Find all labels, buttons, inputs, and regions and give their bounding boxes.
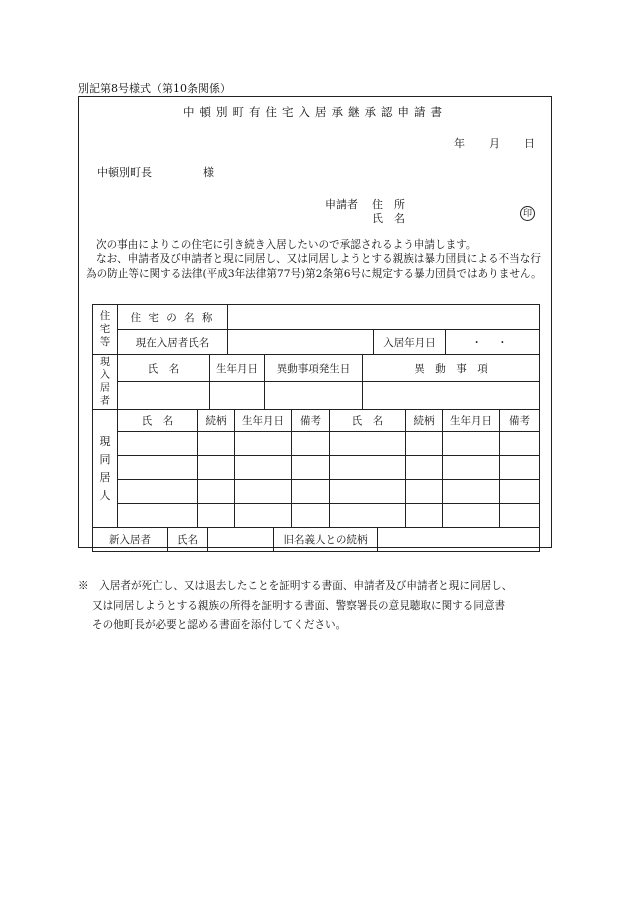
cohabitant-header-name: 氏 名 <box>118 410 198 432</box>
cohabitant-row <box>93 456 540 480</box>
cohabitant-cell[interactable] <box>406 432 443 456</box>
cohabitant-table <box>92 409 540 528</box>
cohabitant-cell[interactable] <box>330 456 406 480</box>
cohabitant-cell[interactable] <box>235 432 292 456</box>
cohabitant-cell[interactable] <box>330 504 406 528</box>
cohabitant-cell[interactable] <box>443 504 500 528</box>
resident-change-date-field[interactable] <box>265 382 363 410</box>
resident-header-change-date: 異動事項発生日 <box>265 355 363 382</box>
cohabitant-cell[interactable] <box>443 480 500 504</box>
cohabitant-cell[interactable] <box>443 432 500 456</box>
housing-name-field[interactable] <box>228 305 540 330</box>
cohabitant-cell[interactable] <box>500 456 540 480</box>
address-label: 住 所 <box>372 198 405 211</box>
cohabitant-cell[interactable] <box>235 456 292 480</box>
relation-to-old-field[interactable] <box>378 528 540 552</box>
resident-header-birthdate: 生年月日 <box>210 355 265 382</box>
cohabitant-cell[interactable] <box>406 504 443 528</box>
cohabitant-row <box>93 480 540 504</box>
name-label: 氏 名 <box>372 212 405 225</box>
seal-mark: 印 <box>520 206 535 221</box>
current-tenant-field[interactable] <box>228 330 374 355</box>
relation-to-old-label: 旧名義人との続柄 <box>274 528 378 552</box>
cohabitant-cell[interactable] <box>443 456 500 480</box>
addressee-name: 中頓別町長 <box>97 166 152 179</box>
move-in-date-label: 入居年月日 <box>374 330 446 355</box>
new-tenant-name-field[interactable] <box>208 528 274 552</box>
date-day: 日 <box>524 137 535 150</box>
cohabitant-header-remarks-2: 備考 <box>500 410 540 432</box>
cohabitant-cell[interactable] <box>292 504 330 528</box>
form-title: 中頓別町有住宅入居承継承認申請書 <box>183 105 447 119</box>
date-year: 年 <box>454 137 465 150</box>
cohabitant-cell[interactable] <box>292 456 330 480</box>
resident-name-field[interactable] <box>118 382 210 410</box>
cohabitant-header-name-2: 氏 名 <box>330 410 406 432</box>
housing-name-label: 住 宅 の 名 称 <box>118 305 228 330</box>
resident-header-change-item: 異 動 事 項 <box>363 355 540 382</box>
resident-header-name: 氏 名 <box>118 355 210 382</box>
cohabitant-row <box>93 504 540 528</box>
resident-birthdate-field[interactable] <box>210 382 265 410</box>
current-tenant-label: 現在入居者氏名 <box>118 330 228 355</box>
cohabitant-cell[interactable] <box>118 432 198 456</box>
cohabitant-row <box>93 432 540 456</box>
current-resident-section-label: 現 入 居 者 <box>93 355 118 410</box>
cohabitant-cell[interactable] <box>292 480 330 504</box>
cohabitant-header-birthdate: 生年月日 <box>235 410 292 432</box>
housing-table <box>92 304 540 355</box>
addressee-honorific: 様 <box>203 166 214 179</box>
cohabitant-cell[interactable] <box>330 480 406 504</box>
new-tenant-name-label: 氏名 <box>168 528 208 552</box>
applicant-label: 申請者 <box>325 198 358 211</box>
cohabitant-header-relation: 続柄 <box>198 410 235 432</box>
cohabitant-cell[interactable] <box>198 504 235 528</box>
statement-paragraph-2: なお、申請者及び申請者と現に同居し、又は同居しようとする親族は暴力団員による不当な行為の防止等に関する法律(平成3年法律第77号)第2条第6号に規定する暴力団員ではありません。 <box>86 253 542 280</box>
statement-paragraph-1: 次の事由によりこの住宅に引き続き入居したいので承認されるよう申請します。 <box>96 239 477 251</box>
resident-change-item-field[interactable] <box>363 382 540 410</box>
cohabitant-cell[interactable] <box>406 480 443 504</box>
cohabitant-cell[interactable] <box>118 504 198 528</box>
cohabitant-cell[interactable] <box>235 504 292 528</box>
note-line-1: ※ 入居者が死亡し、又は退去したことを証明する書面、申請者及び申請者と現に同居し、 <box>78 580 513 592</box>
cohabitant-cell[interactable] <box>500 432 540 456</box>
date-month: 月 <box>489 137 500 150</box>
cohabitant-cell[interactable] <box>330 432 406 456</box>
move-in-date-field[interactable]: ・ ・ <box>446 330 540 355</box>
cohabitant-cell[interactable] <box>235 480 292 504</box>
note-line-2: 又は同居しようとする親族の所得を証明する書面、警察署長の意見聴取に関する同意書 <box>92 600 506 612</box>
housing-section-label: 住 宅 等 <box>93 305 118 355</box>
cohabitant-cell[interactable] <box>118 456 198 480</box>
cohabitant-cell[interactable] <box>292 432 330 456</box>
cohabitant-cell[interactable] <box>198 432 235 456</box>
cohabitant-cell[interactable] <box>118 480 198 504</box>
cohabitant-section-label: 現 同 居 人 <box>93 410 118 528</box>
cohabitant-cell[interactable] <box>198 480 235 504</box>
note-line-3: その他町長が必要と認める書面を添付してください。 <box>92 619 347 631</box>
cohabitant-header-relation-2: 続柄 <box>406 410 443 432</box>
cohabitant-cell[interactable] <box>500 480 540 504</box>
cohabitant-header-birthdate-2: 生年月日 <box>443 410 500 432</box>
new-tenant-label: 新入居者 <box>93 528 168 552</box>
new-tenant-table <box>92 527 540 552</box>
cohabitant-cell[interactable] <box>406 456 443 480</box>
cohabitant-cell[interactable] <box>500 504 540 528</box>
cohabitant-header-remarks: 備考 <box>292 410 330 432</box>
form-number-label: 別記第8号様式（第10条関係） <box>78 82 231 95</box>
cohabitant-cell[interactable] <box>198 456 235 480</box>
current-resident-table <box>92 354 540 410</box>
